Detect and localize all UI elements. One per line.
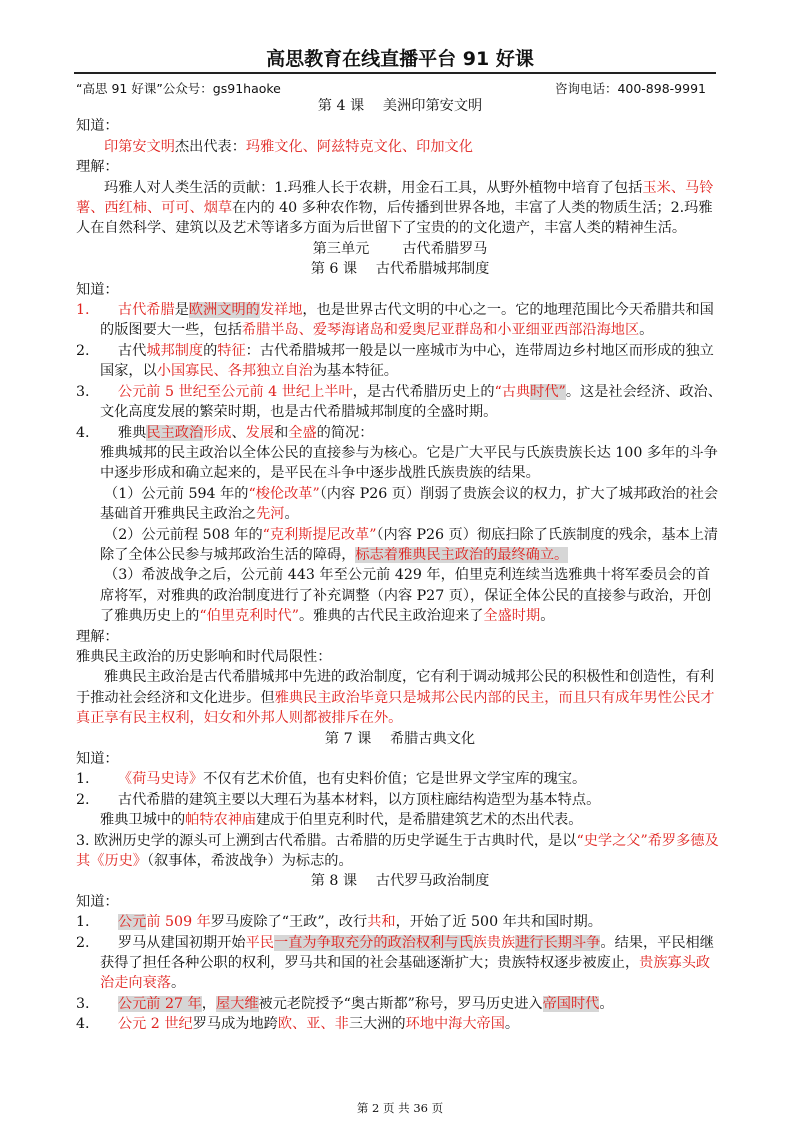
highlighted-text: 民主政治: [146, 424, 204, 441]
red-text: 平民: [245, 934, 275, 951]
highlighted-text: 欧洲文明的: [188, 302, 260, 319]
plain-text: 。: [540, 608, 555, 625]
red-text: 形成: [203, 424, 232, 441]
header-title: 高思教育在线直播平台 91 好课: [266, 48, 534, 70]
lesson8-item4: [76, 1014, 724, 1034]
lesson6-item4: [76, 423, 724, 443]
plain-text: 3. 欧洲历史学的源头可上溯到古代希腊。古希腊的历史学诞生于古典时代，是以: [76, 832, 577, 849]
plain-text: 。: [504, 1016, 520, 1033]
lesson6-understand-paragraph: [76, 667, 724, 728]
lesson8-item2: [76, 933, 724, 994]
item-number: 4.: [76, 1016, 90, 1033]
item-number: 2.: [76, 342, 90, 359]
lesson6-sub2: [76, 525, 724, 566]
lesson7-item3: [76, 831, 724, 872]
lesson6-lijie: 理解：: [76, 628, 119, 645]
red-text: 贵族寡头政治走向衰落: [100, 955, 711, 992]
red-text: 希腊半岛、爱琴海诸岛和爱奥尼亚群岛和小亚细亚西部沿海地区: [241, 322, 640, 339]
plain-text: 古代: [117, 342, 147, 359]
red-text: “史学之父”希罗多德及其《历史》: [76, 832, 719, 870]
lesson4-line1: [76, 137, 724, 157]
lesson7-item2-extra: [76, 810, 724, 830]
lesson6-item1: [76, 300, 724, 341]
lesson6-item4-paragraph: 雅典城邦的民主政治以全体公民的直接参与为核心。它是广大平民与氏族贵族长达 100 多年的斗争中逐步形成和确立起来的，是平民在斗争中逐步战胜氏族贵族的结果。: [100, 444, 718, 482]
plain-text: 。: [284, 506, 299, 523]
lesson8-zhidao: 知道：: [76, 893, 119, 910]
plain-text: 雅典: [117, 424, 147, 441]
plain-text: 玛雅人对人类生活的贡献：1.玛雅人长于农耕，用金石工具，从野外植物中培育了包括: [104, 179, 643, 196]
highlighted-text: 时代”: [530, 383, 566, 400]
plain-text: 、: [231, 424, 246, 441]
header-divider: [74, 72, 716, 74]
plain-text: 。: [599, 995, 614, 1012]
highlighted-text: 帝国时代: [542, 995, 600, 1012]
plain-text: 建成于伯里克利时代，是希腊建筑艺术的杰出代表。: [256, 812, 583, 829]
red-text: “梭伦改革”: [248, 485, 320, 502]
plain-text: （3）希波战争之后，公元前 443 年至公元前 429 年，伯里克利连续当选雅典十将军委员会的首席将军，对雅典的政治制度进行了补充调整（内容 P27 页），保证全体公民的直接参与政治，开创了雅典历史上的: [100, 567, 712, 625]
plain-text: 古代希腊的建筑主要以大理石为基本材料，以方顶柱廊结构造型为基本特点。: [117, 791, 601, 808]
plain-text: 在内的 40 多种农作物，后传播到世界各地，丰富了人类的物质生活；2.玛雅人在自然科学、建筑以及艺术等诸多方面为后世留下了宝贵的的文化遗产，丰富人类的精神生活。: [76, 200, 713, 237]
unit3-title: 第三单元 古代希腊罗马: [312, 240, 488, 257]
lesson8-item1: [76, 912, 724, 932]
red-text: 印第安文明: [104, 138, 175, 155]
highlighted-text: 一直为争取充分的政治权利与氏: [274, 934, 473, 951]
plain-text: 是: [174, 302, 189, 319]
header-phone: 咨询电话：400-898-9991: [554, 81, 706, 96]
red-text: 发祥地: [259, 302, 303, 319]
highlighted-text: 标志着雅典民主政治的最终确立。: [355, 546, 569, 563]
lesson4-lijie: 理解：: [76, 159, 119, 176]
red-text: “古典: [494, 383, 531, 400]
page-number: 第 2 页 共 36 页: [356, 1101, 444, 1115]
item-number: 1.: [76, 302, 90, 319]
highlighted-text: 公元前 27 年: [117, 995, 202, 1012]
plain-text: （2）公元前程 508 年的: [104, 526, 263, 543]
lesson7-item2: [76, 790, 724, 810]
red-text: 《荷马史诗》: [117, 771, 204, 788]
red-text: 全盛: [288, 424, 317, 441]
highlighted-text: 进行长期斗争: [515, 934, 601, 951]
lesson6-sub3: [76, 565, 724, 626]
red-text: 玛雅文化、阿兹特克文化、印加文化: [245, 138, 473, 155]
item-number: 2.: [76, 934, 90, 951]
red-text: 雅典民主政治毕竟只是城邦公民内部的民主，而且只有成年男性公民才真正享有民主权利，妇女和外邦人则都被排斥在外。: [76, 689, 715, 727]
plain-text: 为基本特征。: [312, 363, 398, 380]
red-text: 特征: [217, 342, 246, 359]
red-text: 族贵族: [472, 934, 516, 951]
plain-text: 罗马从建国初期开始: [117, 934, 246, 951]
plain-text: （内容 P26 页）削弱了贵族会议的权力，扩大了城邦政治的社会基础首开雅典民主政治之: [100, 485, 719, 523]
item-number: 3.: [76, 383, 90, 400]
red-text: 公元 2 世纪: [117, 1016, 193, 1033]
red-text: 发展: [245, 424, 275, 441]
header-wechat: “高思 91 好课”公众号：gs91haoke: [76, 81, 281, 96]
lesson7-title: 第 7 课 希腊古典文化: [324, 730, 476, 747]
highlighted-text: 公元: [117, 914, 147, 931]
item-number: 4.: [76, 424, 90, 441]
lesson7-zhidao: 知道：: [76, 751, 119, 767]
lesson8-item3: [76, 994, 724, 1014]
red-text: 城邦制度: [146, 342, 204, 359]
plain-text: 。这是社会经济、政治、文化高度发展的繁荣时期，也是古代希腊城邦制度的全盛时期。: [100, 383, 722, 421]
plain-text: ，: [201, 995, 216, 1012]
plain-text: 的简况：: [316, 424, 374, 441]
red-text: “伯里克利时代”: [199, 608, 299, 625]
plain-text: 三大洲的: [348, 1016, 406, 1033]
plain-text: 不仅有艺术价值，也有史料价值；它是世界文学宝库的瑰宝。: [203, 771, 587, 788]
item-number: 3.: [76, 995, 90, 1012]
red-text: 玉米、马铃薯、西红柿、可可、烟草: [76, 179, 714, 217]
lesson7-item1: [76, 769, 724, 789]
red-text: 帕特农神庙: [185, 812, 257, 829]
plain-text: 雅典民主政治是古代希腊城邦中先进的政治制度，它有利于调动城邦公民的积极性和创造性，有利于推动社会经济和文化进步。但: [76, 669, 715, 706]
item-number: 2.: [76, 791, 90, 808]
lesson6-title: 第 6 课 古代希腊城邦制度: [310, 261, 490, 278]
plain-text: 和: [274, 424, 289, 441]
lesson6-zhidao: 知道：: [76, 281, 119, 298]
plain-text: 罗马成为地跨: [192, 1016, 278, 1033]
red-text: 先河: [256, 506, 285, 523]
plain-text: 。: [170, 975, 186, 992]
plain-text: （1）公元前 594 年的: [104, 485, 249, 502]
plain-text: （叙事体，希波战争）为标志的。: [146, 853, 353, 870]
plain-text: ：古代希腊城邦一般是以一座城市为中心，连带周边乡村地区而形成的独立国家，以: [100, 342, 714, 380]
item-number: 1.: [76, 771, 90, 788]
lesson6-item3: [76, 382, 724, 423]
plain-text: 。雅典的古代民主政治迎来了: [298, 608, 484, 625]
lesson8-title: 第 8 课 古代罗马政治制度: [310, 873, 490, 890]
plain-text: 杰出代表：: [174, 138, 246, 155]
lesson6-item2: [76, 341, 724, 382]
plain-text: 。结果，平民相继获得了担任各种公职的权利，罗马共和国的社会基础逐渐扩大；贵族特权逐步被废止，: [100, 934, 714, 972]
page-body: [76, 96, 724, 1035]
plain-text: ，也是世界古代文明的中心之一。它的地理范围比今天希腊共和国的版图要大一些，包括: [100, 302, 714, 339]
item-number: 1.: [76, 914, 90, 931]
red-text: 欧、亚、非: [277, 1016, 349, 1033]
plain-text: ，开始了近 500 年共和国时期。: [395, 914, 602, 931]
lesson4-paragraph: [76, 178, 724, 239]
lesson4-zhidao: 知道：: [76, 118, 119, 135]
red-text: “克利斯提尼改革”: [262, 526, 377, 543]
lesson6-sub1: [76, 484, 724, 525]
red-text: 共和: [367, 914, 396, 931]
red-text: 环地中海大帝国: [405, 1016, 505, 1033]
lesson6-understand-heading: 雅典民主政治的历史影响和时代局限性：: [76, 648, 332, 665]
lesson4-title: 第 4 课 美洲印第安文明: [317, 98, 483, 114]
red-text: 公元前 5 世纪至公元前 4 世纪上半叶: [117, 383, 353, 400]
plain-text: ，是古代希腊历史上的: [352, 383, 495, 400]
plain-text: 罗马废除了“王政”，改行: [210, 914, 368, 931]
red-text: 古代希腊: [117, 302, 175, 319]
red-text: 全盛时期: [483, 608, 541, 625]
red-text: 小国寡民、各邦独立自治: [156, 363, 313, 380]
plain-text: （内容 P26 页）彻底扫除了氏族制度的残余，基本上清除了全体公民参与城邦政治生活的障碍，: [100, 526, 719, 563]
highlighted-text: 屋大维: [215, 995, 259, 1012]
plain-text: 被元老院授予“奥古斯都”称号，罗马历史进入: [258, 995, 543, 1012]
plain-text: 雅典卫城中的: [100, 812, 186, 829]
red-text: 前 509 年: [146, 914, 211, 931]
plain-text: 的: [203, 342, 218, 359]
plain-text: 。: [639, 322, 654, 339]
